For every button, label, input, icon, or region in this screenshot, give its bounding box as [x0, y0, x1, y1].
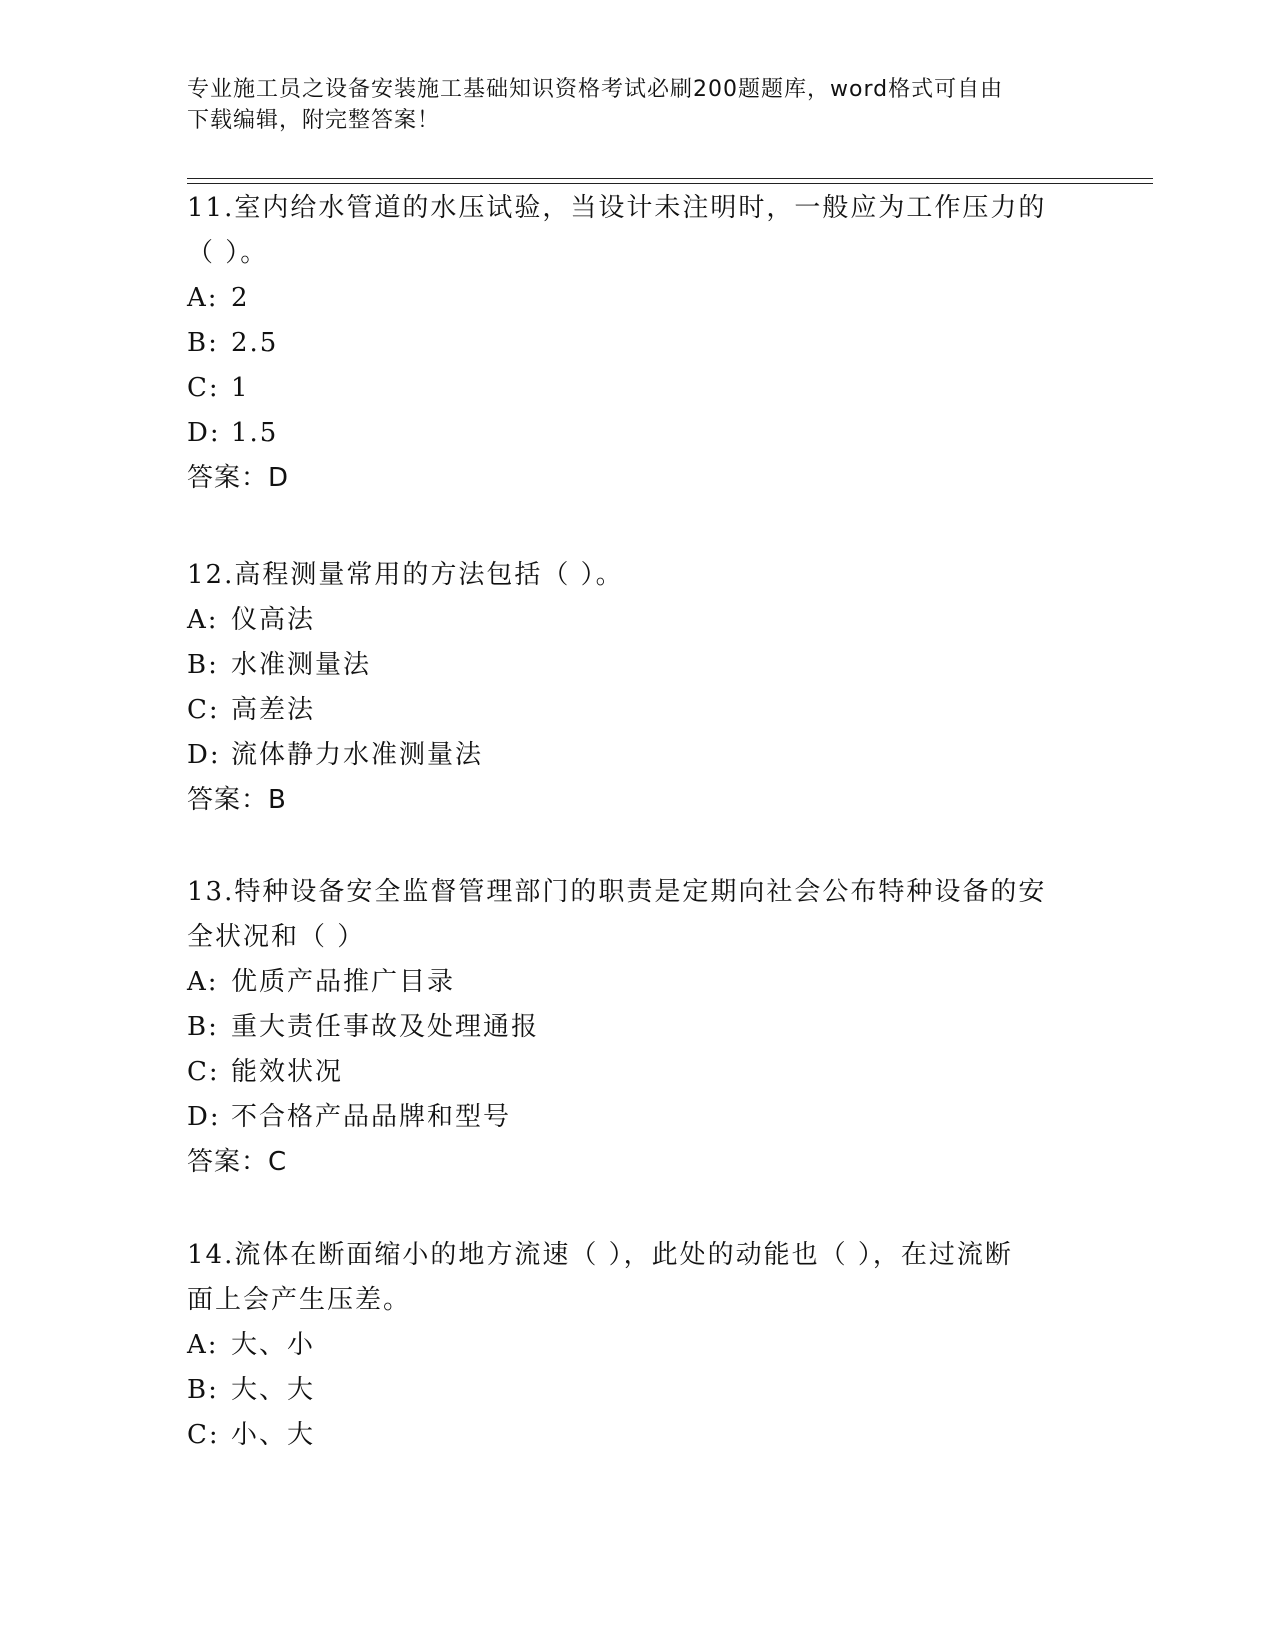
option-a	[187, 276, 1087, 321]
answer-line: 答案：C	[187, 1147, 288, 1177]
option-a	[187, 598, 1087, 643]
option-text: 小、大	[231, 1420, 316, 1450]
option-text: 重大责任事故及处理通报	[231, 1012, 540, 1042]
option-text: 2	[231, 283, 250, 313]
question-stem-line-1: 14.流体在断面缩小的地方流速（ ），此处的动能也（ ），在过流断	[187, 1240, 1013, 1270]
question-stem-line-2: （ ）。	[187, 238, 269, 268]
question-stem	[187, 870, 1087, 960]
option-text: 1.5	[231, 418, 279, 448]
option-b	[187, 1368, 1087, 1413]
option-a	[187, 1323, 1087, 1368]
option-text: 不合格产品品牌和型号	[231, 1102, 512, 1132]
question-12	[187, 553, 1087, 823]
option-text: 高差法	[231, 695, 316, 725]
option-text: 能效状况	[231, 1057, 344, 1087]
option-c	[187, 688, 1087, 733]
option-text: 优质产品推广目录	[231, 967, 456, 997]
option-letter: B:	[187, 650, 219, 680]
option-letter: D:	[187, 418, 221, 448]
question-stem	[187, 1233, 1087, 1323]
option-c	[187, 1413, 1087, 1458]
option-d	[187, 1095, 1087, 1140]
option-letter: D:	[187, 1102, 221, 1132]
option-text: 流体静力水准测量法	[231, 740, 484, 770]
option-letter: B:	[187, 1012, 219, 1042]
question-stem-line-1: 12.高程测量常用的方法包括（ ）。	[187, 560, 624, 590]
option-letter: C:	[187, 373, 220, 403]
option-d	[187, 733, 1087, 778]
question-11	[187, 186, 1087, 501]
option-letter: A:	[187, 605, 219, 635]
question-stem-line-2: 面上会产生压差。	[187, 1285, 412, 1315]
option-a	[187, 960, 1087, 1005]
question-stem	[187, 553, 1087, 598]
question-14	[187, 1233, 1087, 1458]
option-text: 2.5	[231, 328, 279, 358]
option-text: 大、小	[231, 1330, 316, 1360]
question-stem-line-2: 全状况和（ ）	[187, 922, 366, 952]
header-line-1: 专业施工员之设备安装施工基础知识资格考试必刷200题题库，word格式可自由	[187, 77, 1004, 102]
answer-line: 答案：B	[187, 785, 287, 815]
option-letter: A:	[187, 967, 219, 997]
header-divider-bottom	[187, 183, 1153, 184]
option-letter: B:	[187, 1375, 219, 1405]
option-letter: C:	[187, 1420, 220, 1450]
option-letter: D:	[187, 740, 221, 770]
option-letter: A:	[187, 1330, 219, 1360]
header-divider-top	[187, 178, 1153, 179]
option-text: 水准测量法	[231, 650, 372, 680]
option-b	[187, 1005, 1087, 1050]
document-header	[187, 74, 1087, 136]
option-text: 1	[231, 373, 250, 403]
answer-line: 答案：D	[187, 463, 290, 493]
question-13	[187, 870, 1087, 1185]
option-d	[187, 411, 1087, 456]
option-letter: C:	[187, 695, 220, 725]
question-stem	[187, 186, 1087, 276]
option-c	[187, 1050, 1087, 1095]
option-text: 仪高法	[231, 605, 316, 635]
option-letter: C:	[187, 1057, 220, 1087]
question-stem-line-1: 13.特种设备安全监督管理部门的职责是定期向社会公布特种设备的安	[187, 877, 1047, 907]
option-text: 大、大	[231, 1375, 316, 1405]
option-b	[187, 643, 1087, 688]
question-stem-line-1: 11.室内给水管道的水压试验，当设计未注明时，一般应为工作压力的	[187, 193, 1047, 223]
option-letter: B:	[187, 328, 219, 358]
option-b	[187, 321, 1087, 366]
option-c	[187, 366, 1087, 411]
header-line-2: 下载编辑，附完整答案！	[187, 108, 441, 133]
option-letter: A:	[187, 283, 219, 313]
